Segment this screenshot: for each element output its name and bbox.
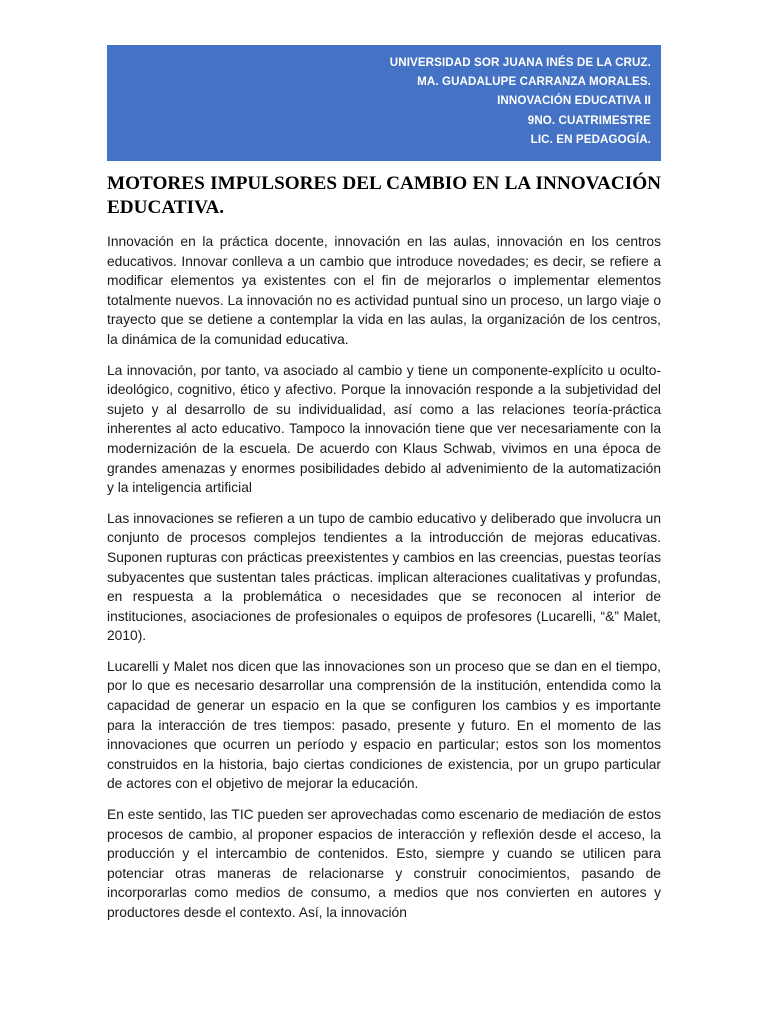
header-course: INNOVACIÓN EDUCATIVA II [497,94,651,108]
header-author: MA. GUADALUPE CARRANZA MORALES. [417,75,651,89]
paragraph: Las innovaciones se refieren a un tupo de cambio educativo y deliberado que involucra un conjunto de procesos complejos tendientes a la introducción de mejoras educativas. Suponen rupturas con prácticas preexistentes y cambios en las creencias, puestas teorías subyacentes que sustentan tales prácticas. implican alteraciones cualitativas y profundas, en respuesta a la problemática o necesidades que se reconocen al interior de instituciones, asociaciones de profesionales o equipos de profesores (Lucarelli, “&” Malet, 2010). [107,510,661,644]
header-term: 9NO. CUATRIMESTRE [527,113,651,127]
header-degree: LIC. EN PEDAGOGÍA. [530,132,651,146]
paragraph: La innovación, por tanto, va asociado al cambio y tiene un componente-explícito u oculto- ideológico, cognitivo, ético y afectivo. Porque la innovación responde a la subjetividad del sujeto y al desarrollo de su individualidad, así como a las relaciones teoría-práctica inherentes al acto educativo. Tampoco la innovación tiene que ver necesariamente con la modernización de la escuela. De acuerdo con Klaus Schwab, vivimos en una época de grandes amenazas y enormes posibilidades debido al advenimiento de la automatización y la inteligencia artificial [107,362,661,496]
document-title: MOTORES IMPULSORES DEL CAMBIO EN LA INNOVACIÓN EDUCATIVA. [107,173,661,218]
header-university: UNIVERSIDAD SOR JUANA INÉS DE LA CRUZ. [389,56,651,69]
paragraph: En este sentido, las TIC pueden ser aprovechadas como escenario de mediación de estos procesos de cambio, al proponer espacios de interacción y reflexión desde el acceso, la producción y el intercambio de contenidos. Esto, siempre y cuando se utilicen para potenciar otras maneras de relacionarse y construir conocimientos, pasando de incorporarlas como medios de consumo, a medios que nos convierten en autores y productores desde el contexto. Así, la innovación [107,807,661,920]
paragraph: Innovación en la práctica docente, innovación en las aulas, innovación en los centros educativos. Innovar conlleva a un cambio que introduce novedades; es decir, se refiere a modificar elementos ya existentes con el fin de mejorarlos o implementar elementos totalmente nuevos. La innovación no es actividad puntual sino un proceso, un largo viaje o trayecto que se detiene a contemplar la vida en las aulas, la organización de los centros, la dinámica de la comunidad educativa. [107,234,661,347]
header-banner [107,45,661,161]
document-body [107,232,661,934]
paragraph: Lucarelli y Malet nos dicen que las innovaciones son un proceso que se dan en el tiempo, por lo que es necesario desarrollar una comprensión de la institución, entendida como la capacidad de generar un espacio en la que se configuren los cambios y es importante para la interacción de tres tiempos: pasado, presente y futuro. En el momento de las innovaciones que ocurren un período y espacio en particular; estos son los momentos construidos en la historia, bajo ciertas condiciones de existencia, por un grupo particular de actores con el objetivo de mejorar la educación. [107,658,661,792]
